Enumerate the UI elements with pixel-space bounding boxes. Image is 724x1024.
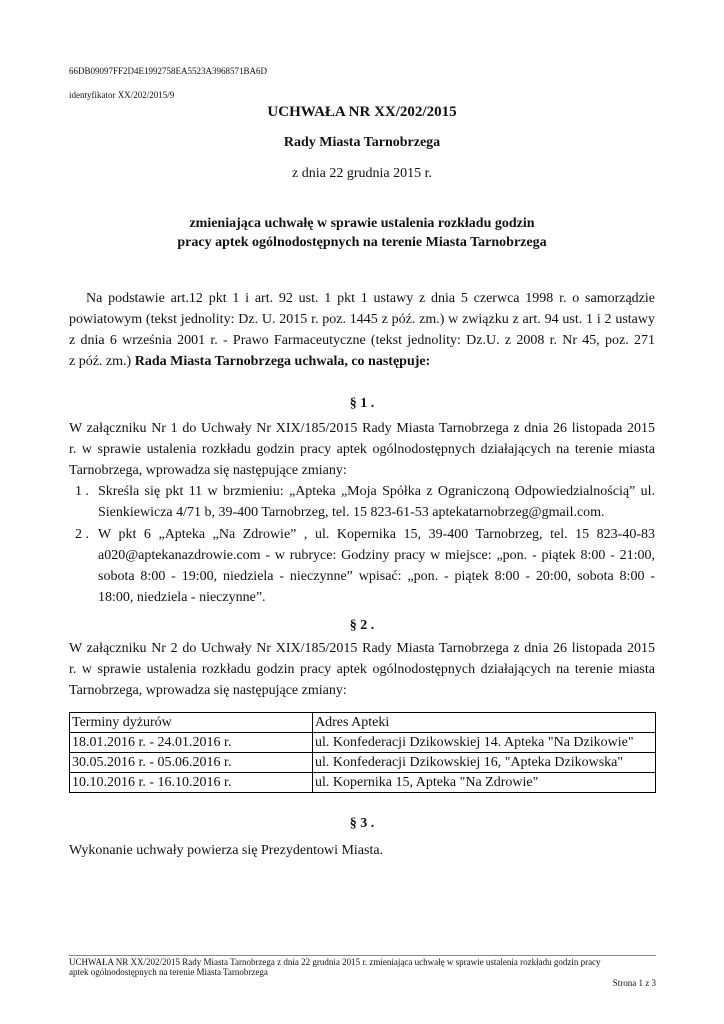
list-item-number: 1 . [75,484,89,499]
section-2-intro [69,638,655,701]
list-item [98,481,655,523]
section-1-heading: § 1 . [349,396,375,411]
table-header-cell: Terminy dyżurów [70,713,313,733]
preamble-enacting-clause: Rada Miasta Tarnobrzega uchwala, co następuje: [134,354,431,369]
intro-line: Tarnobrzega, wprowadza się następujące zmiany: [69,463,347,478]
council-name: Rady Miasta Tarnobrzega [283,135,441,150]
list-item [98,524,655,608]
table-row [70,773,656,793]
list-item-line: sobota 8:00 - 19:00, niedziela - nieczynne” wpisać: „pon. - piątek 8:00 - 20:00, sobota 8:00 - [98,569,655,584]
table-cell-dates: 30.05.2016 r. - 05.06.2016 r. [70,753,313,773]
intro-line: r. w sprawie ustalenia rozkładu godzin pracy aptek ogólnodostępnych działających na terenie miasta [69,662,655,677]
table-row [70,733,656,753]
document-hash: 66DB09097FF2D4E1992758EA5523A3968571BA6D [69,66,268,76]
section-3-heading: § 3 . [349,816,375,831]
table-cell-address: ul. Kopernika 15, Apteka "Na Zdrowie" [313,773,656,793]
table-cell-address: ul. Konfederacji Dzikowskiej 14. Apteka "Na Dzikowie" [313,733,656,753]
preamble-line: z dnia 6 września 2001 r. - Prawo Farmaceutyczne (tekst jednolity: Dz.U. z 2008 r. Nr 45, poz. 271 [69,333,655,348]
preamble-line [69,351,655,372]
list-item-line: W pkt 6 „Apteka „Na Zdrowie” , ul. Kopernika 15, 39-400 Tarnobrzeg, tel. 15 823-40-83 [98,527,655,542]
intro-line: W załączniku Nr 2 do Uchwały Nr XIX/185/2015 Rady Miasta Tarnobrzega z dnia 26 listopada 2015 [69,641,655,656]
table-header-cell: Adres Apteki [313,713,656,733]
list-item-line: a020@aptekanazdrowie.com - w rubryce: Godziny pracy w miejsce: „pon. - piątek 8:00 - 21:00, [98,548,655,563]
page-number: Strona 1 z 3 [612,978,656,988]
table-header-row [70,713,656,733]
section-2-heading: § 2 . [349,618,375,633]
document-identifier: identyfikator XX/202/2015/9 [69,90,175,100]
table-cell-dates: 18.01.2016 r. - 24.01.2016 r. [70,733,313,753]
section-3-text: Wykonanie uchwały powierza się Prezydentowi Miasta. [69,843,384,858]
list-item-line: 18:00, niedziela - nieczynne”. [98,590,266,605]
duty-schedule-table [69,712,656,793]
subject-line-2: pracy aptek ogólnodostępnych na terenie Miasta Tarnobrzega [177,235,547,250]
intro-line: W załączniku Nr 1 do Uchwały Nr XIX/185/2015 Rady Miasta Tarnobrzega z dnia 26 listopada 2015 [69,421,655,436]
subject-line-1: zmieniająca uchwałę w sprawie ustalenia rozkładu godzin [189,216,535,231]
table-cell-address: ul. Konfederacji Dzikowskiej 16, "Apteka Dzikowska" [313,753,656,773]
intro-line: Tarnobrzega, wprowadza się następujące zmiany: [69,683,347,698]
footer-text [69,957,656,977]
preamble-text: z póź. zm.) [69,354,132,369]
list-item-number: 2 . [75,527,89,542]
footer-line: aptek ogólnodostępnych na terenie Miasta Tarnobrzega [69,967,268,977]
footer-line: UCHWAŁA NR XX/202/2015 Rady Miasta Tarnobrzega z dnia 22 grudnia 2015 r. zmieniająca uchwałę w sprawie ustalenia rozkładu godzin pracy [69,957,601,967]
footer-divider [69,955,656,956]
section-1-intro [69,418,655,481]
intro-line: r. w sprawie ustalenia rozkładu godzin pracy aptek ogólnodostępnych działających na terenie miasta [69,442,655,457]
list-item-line: Skreśla się pkt 11 w brzmieniu: „Apteka „Moja Spółka z Ograniczoną Odpowiedzialnością” ul. [98,484,655,499]
preamble-line: powiatowym (tekst jednolity: Dz. U. 2015 r. poz. 1445 z póź. zm.) w związku z art. 94 ust. 1 i 2 ustawy [69,312,655,327]
resolution-date: z dnia 22 grudnia 2015 r. [292,166,432,181]
table-cell-dates: 10.10.2016 r. - 16.10.2016 r. [70,773,313,793]
resolution-number: UCHWAŁA NR XX/202/2015 [267,104,457,120]
preamble-line: Na podstawie art.12 pkt 1 i art. 92 ust. 1 pkt 1 ustawy z dnia 5 czerwca 1998 r. o samorządzie [86,291,655,306]
preamble [69,288,655,372]
list-item-line: Sienkiewicza 4/71 b, 39-400 Tarnobrzeg, tel. 15 823-61-53 aptekatarnobrzeg@gmail.com. [98,505,605,520]
table-row [70,753,656,773]
